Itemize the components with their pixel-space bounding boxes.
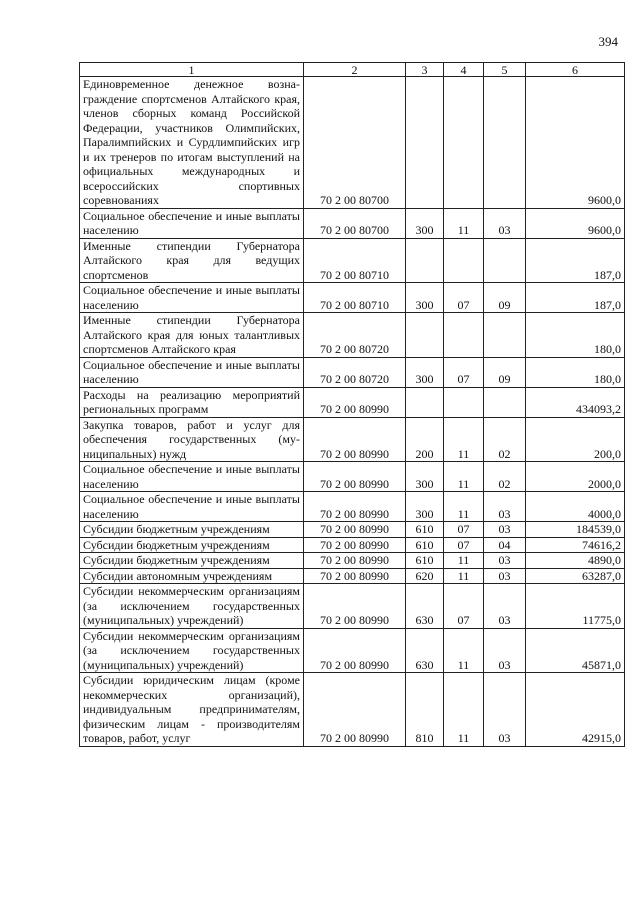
row-code-cell: 70 2 00 80990	[304, 417, 406, 462]
table-row	[80, 417, 625, 462]
row-subsection-cell: 09	[484, 357, 526, 387]
row-sum-cell: 9600,0	[526, 77, 625, 209]
row-section-cell: 11	[444, 673, 484, 747]
row-name-cell: Единовременное денежное вознаграждение спортсменов Алтайского края, членов сборных команд Российской Федерации, участников Олимпийских, Паралимпийских и Сурдлимпийских игр и их тренеров по итогам выступлений на официальных международных и всероссийских спортивных соревнованиях	[80, 77, 304, 209]
row-sum-cell: 9600,0	[526, 208, 625, 238]
row-kvr-cell: 810	[406, 673, 444, 747]
row-code-cell: 70 2 00 80700	[304, 77, 406, 209]
table-row	[80, 492, 625, 522]
row-subsection-cell: 03	[484, 568, 526, 584]
row-section-cell	[444, 77, 484, 209]
row-subsection-cell: 02	[484, 462, 526, 492]
row-subsection-cell: 03	[484, 208, 526, 238]
row-section-cell	[444, 313, 484, 358]
row-kvr-cell: 300	[406, 283, 444, 313]
row-name-cell: Субсидии бюджетным учреждениям	[80, 522, 304, 538]
row-name-cell: Субсидии бюджетным учреждениям	[80, 553, 304, 569]
row-section-cell: 07	[444, 283, 484, 313]
row-section-cell: 11	[444, 568, 484, 584]
row-name-cell: Социальное обеспечение и иные выплаты населению	[80, 208, 304, 238]
row-code-cell: 70 2 00 80990	[304, 568, 406, 584]
row-code-cell: 70 2 00 80720	[304, 357, 406, 387]
row-section-cell: 11	[444, 628, 484, 673]
row-sum-cell: 434093,2	[526, 387, 625, 417]
row-section-cell: 11	[444, 417, 484, 462]
row-subsection-cell: 03	[484, 492, 526, 522]
row-code-cell: 70 2 00 80990	[304, 492, 406, 522]
table-row	[80, 357, 625, 387]
row-subsection-cell: 03	[484, 522, 526, 538]
row-subsection-cell: 03	[484, 553, 526, 569]
table-row	[80, 238, 625, 283]
row-kvr-cell: 630	[406, 628, 444, 673]
row-sum-cell: 11775,0	[526, 584, 625, 629]
row-name-cell: Социальное обеспечение и иные выплаты населению	[80, 462, 304, 492]
row-sum-cell: 45871,0	[526, 628, 625, 673]
row-name-cell: Социальное обеспечение и иные выплаты населению	[80, 283, 304, 313]
row-sum-cell: 180,0	[526, 357, 625, 387]
row-name-cell: Субсидии юридическим лицам (кроме некоммерческих организаций), индивидуальным предпринимателям, физическим лицам - производителям товаров, работ, услуг	[80, 673, 304, 747]
table-row	[80, 208, 625, 238]
row-sum-cell: 63287,0	[526, 568, 625, 584]
row-kvr-cell	[406, 77, 444, 209]
row-subsection-cell: 04	[484, 537, 526, 553]
table-row	[80, 553, 625, 569]
row-section-cell: 07	[444, 357, 484, 387]
row-sum-cell: 180,0	[526, 313, 625, 358]
row-kvr-cell: 300	[406, 208, 444, 238]
row-section-cell	[444, 238, 484, 283]
table-row	[80, 584, 625, 629]
header-col-2: 2	[304, 63, 406, 77]
row-section-cell: 11	[444, 492, 484, 522]
row-code-cell: 70 2 00 80700	[304, 208, 406, 238]
row-kvr-cell: 620	[406, 568, 444, 584]
row-kvr-cell: 610	[406, 522, 444, 538]
table-body	[80, 77, 625, 747]
table-row	[80, 673, 625, 747]
table-row	[80, 628, 625, 673]
row-kvr-cell	[406, 238, 444, 283]
row-subsection-cell: 03	[484, 628, 526, 673]
row-sum-cell: 42915,0	[526, 673, 625, 747]
row-kvr-cell: 630	[406, 584, 444, 629]
table-row	[80, 77, 625, 209]
page-number: 394	[598, 34, 618, 49]
table-row	[80, 537, 625, 553]
row-sum-cell: 187,0	[526, 238, 625, 283]
table-row	[80, 283, 625, 313]
budget-table	[79, 62, 625, 747]
row-name-cell: Именные стипендии Губернатора Алтайского края для ведущих спортсменов	[80, 238, 304, 283]
header-col-1: 1	[80, 63, 304, 77]
row-kvr-cell: 200	[406, 417, 444, 462]
row-name-cell: Субсидии некоммерческим организациям (за исключением государственных (муниципальных) учреждений)	[80, 628, 304, 673]
row-kvr-cell: 300	[406, 492, 444, 522]
row-sum-cell: 200,0	[526, 417, 625, 462]
header-col-4: 4	[444, 63, 484, 77]
row-name-cell: Именные стипендии Губернатора Алтайского края для юных талантливых спортсменов Алтайского края	[80, 313, 304, 358]
row-code-cell: 70 2 00 80720	[304, 313, 406, 358]
row-code-cell: 70 2 00 80710	[304, 238, 406, 283]
row-section-cell: 11	[444, 462, 484, 492]
row-subsection-cell	[484, 238, 526, 283]
row-name-cell: Закупка товаров, работ и услуг для обеспечения государственных (муниципальных) нужд	[80, 417, 304, 462]
row-sum-cell: 74616,2	[526, 537, 625, 553]
row-section-cell: 11	[444, 208, 484, 238]
header-row	[80, 63, 625, 77]
row-name-cell: Субсидии некоммерческим организациям (за исключением государственных (муниципальных) учреждений)	[80, 584, 304, 629]
row-code-cell: 70 2 00 80710	[304, 283, 406, 313]
row-sum-cell: 4890,0	[526, 553, 625, 569]
row-code-cell: 70 2 00 80990	[304, 584, 406, 629]
header-col-5: 5	[484, 63, 526, 77]
row-code-cell: 70 2 00 80990	[304, 673, 406, 747]
table-row	[80, 462, 625, 492]
row-name-cell: Субсидии автономным учреждениям	[80, 568, 304, 584]
row-code-cell: 70 2 00 80990	[304, 537, 406, 553]
table-row	[80, 387, 625, 417]
table-row	[80, 568, 625, 584]
row-subsection-cell: 09	[484, 283, 526, 313]
row-code-cell: 70 2 00 80990	[304, 462, 406, 492]
row-subsection-cell	[484, 387, 526, 417]
row-code-cell: 70 2 00 80990	[304, 553, 406, 569]
table-row	[80, 522, 625, 538]
row-section-cell: 07	[444, 522, 484, 538]
row-subsection-cell	[484, 77, 526, 209]
row-kvr-cell	[406, 387, 444, 417]
row-sum-cell: 4000,0	[526, 492, 625, 522]
table-header	[80, 63, 625, 77]
row-code-cell: 70 2 00 80990	[304, 522, 406, 538]
row-sum-cell: 2000,0	[526, 462, 625, 492]
row-section-cell	[444, 387, 484, 417]
row-sum-cell: 187,0	[526, 283, 625, 313]
row-section-cell: 07	[444, 584, 484, 629]
row-kvr-cell: 610	[406, 537, 444, 553]
row-name-cell: Социальное обеспечение и иные выплаты населению	[80, 492, 304, 522]
row-kvr-cell: 300	[406, 357, 444, 387]
row-code-cell: 70 2 00 80990	[304, 628, 406, 673]
row-name-cell: Социальное обеспечение и иные выплаты населению	[80, 357, 304, 387]
row-subsection-cell: 03	[484, 673, 526, 747]
header-col-6: 6	[526, 63, 625, 77]
header-col-3: 3	[406, 63, 444, 77]
row-code-cell: 70 2 00 80990	[304, 387, 406, 417]
row-name-cell: Субсидии бюджетным учреждениям	[80, 537, 304, 553]
table-row	[80, 313, 625, 358]
row-section-cell: 07	[444, 537, 484, 553]
row-name-cell: Расходы на реализацию мероприятий региональных программ	[80, 387, 304, 417]
row-subsection-cell	[484, 313, 526, 358]
row-kvr-cell: 300	[406, 462, 444, 492]
row-subsection-cell: 02	[484, 417, 526, 462]
row-kvr-cell	[406, 313, 444, 358]
row-kvr-cell: 610	[406, 553, 444, 569]
row-section-cell: 11	[444, 553, 484, 569]
row-subsection-cell: 03	[484, 584, 526, 629]
row-sum-cell: 184539,0	[526, 522, 625, 538]
